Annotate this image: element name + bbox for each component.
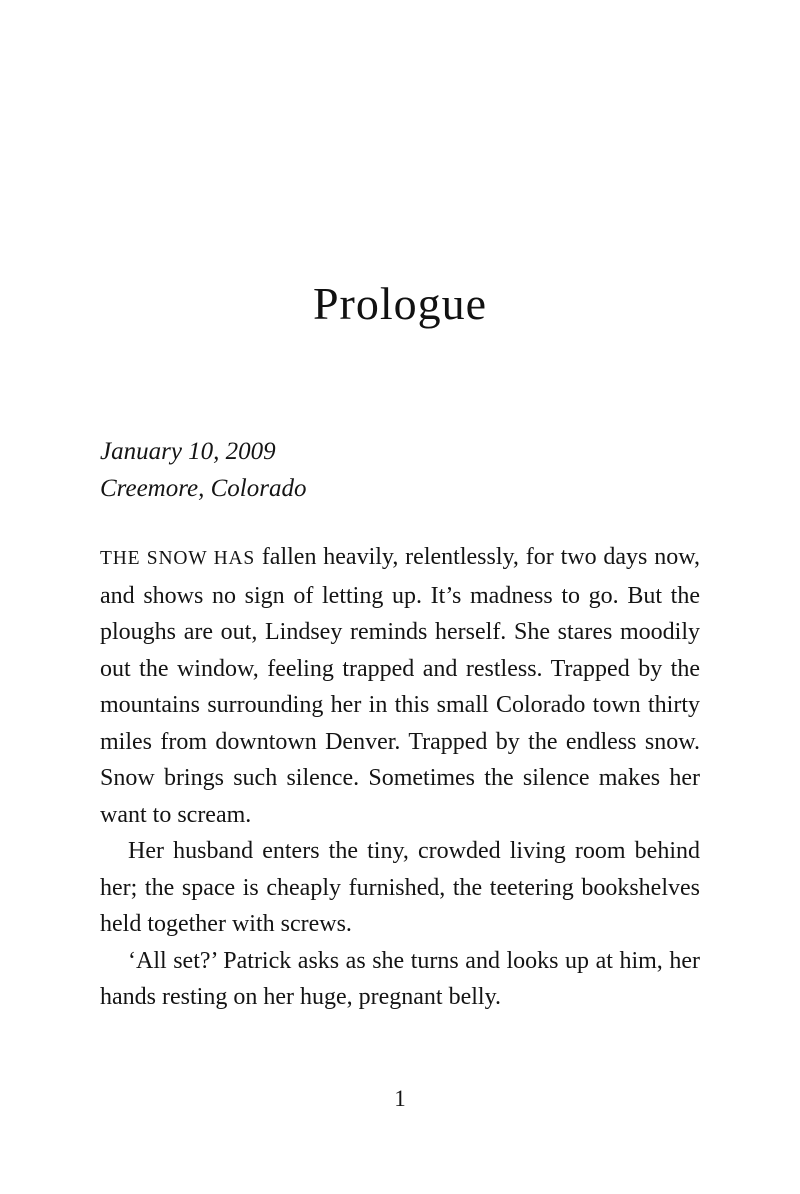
body-paragraph: ‘All set?’ Patrick asks as she turns and looks up at him, her hands resting on her huge, pregnant belly.	[100, 947, 700, 1011]
dateline	[100, 433, 700, 507]
dateline-date: January 10, 2009	[100, 438, 276, 466]
page-number: 1	[394, 1086, 406, 1111]
dateline-location: Creemore, Colorado	[100, 475, 307, 503]
paragraph-text: fallen heavily, relentlessly, for two days now, and shows no sign of letting up. It’s madness to go. But the ploughs are out, Lindsey reminds herself. She stares moodily out the window, feeling trapped and restless. Trapped by the mountains surrounding her in this small Colorado town thirty miles from downtown Denver. Trapped by the endless snow. Snow brings such silence. Sometimes the silence makes her want to scream.	[100, 544, 700, 828]
body-paragraph	[100, 539, 700, 833]
body-paragraph: Her husband enters the tiny, crowded living room behind her; the space is cheaply furnished, the teetering bookshelves held together with screws.	[100, 838, 700, 938]
chapter-title: Prologue	[312, 278, 488, 329]
body-text	[100, 539, 700, 1016]
small-caps-lead-in: THE SNOW HAS	[100, 548, 255, 570]
page-content	[100, 0, 700, 1016]
